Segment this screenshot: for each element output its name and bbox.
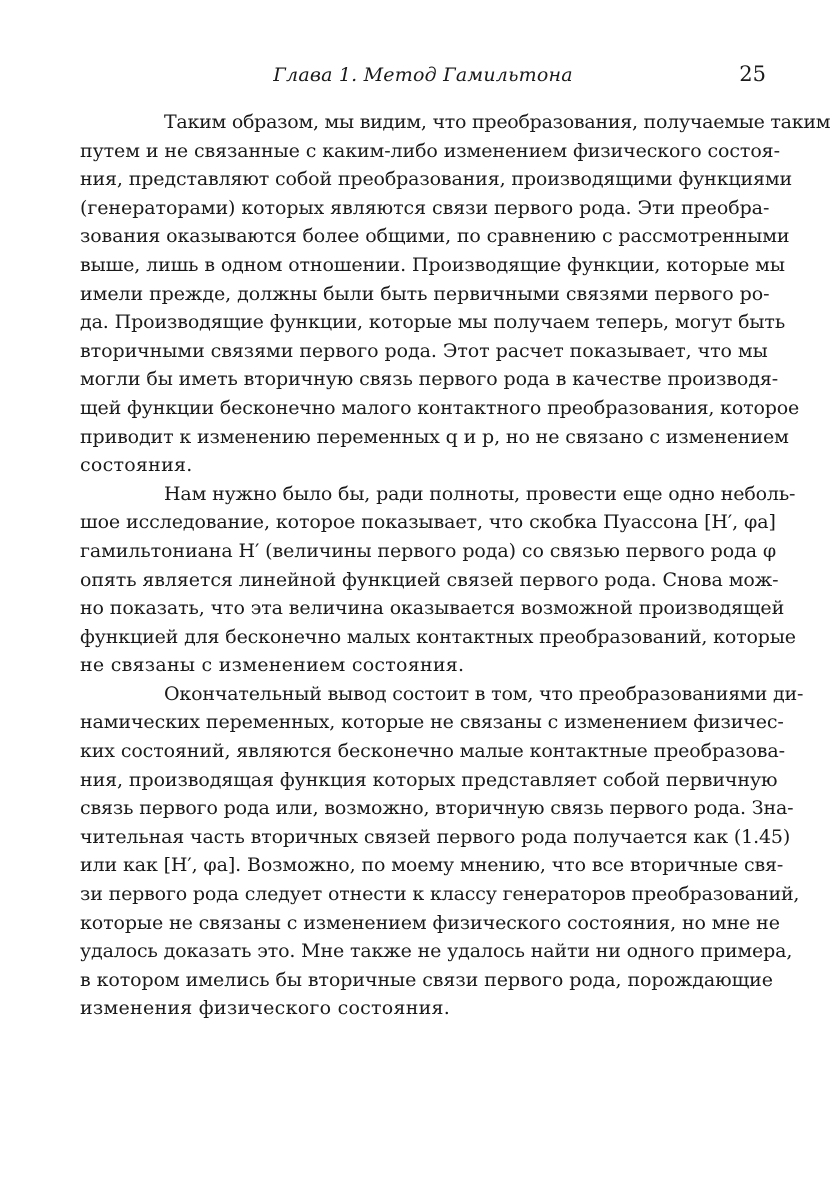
text-line: связь первого рода или, возможно, вторичную связь первого рода. Зна-	[80, 797, 794, 820]
text-line: функцией для бесконечно малых контактных преобразований, которые	[80, 625, 796, 648]
text-line: не связаны с изменением состояния.	[80, 654, 465, 677]
text-line: намических переменных, которые не связаны с изменением физичес-	[80, 711, 784, 734]
text-line: состояния.	[80, 454, 193, 477]
text-line: (генераторами) которых являются связи первого рода. Эти преобра-	[80, 196, 770, 219]
text-line: Окончательный вывод состоит в том, что преобразованиями ди-	[164, 682, 804, 705]
text-line: которые не связаны с изменением физического состояния, но мне не	[80, 911, 780, 934]
text-line: удалось доказать это. Мне также не удалось найти ни одного примера,	[80, 940, 793, 963]
text-line: имели прежде, должны были быть первичными связями первого ро-	[80, 282, 770, 305]
running-head	[80, 64, 766, 92]
text-line: щей функции бесконечно малого контактного преобразования, которое	[80, 396, 800, 419]
text-line: или как [H′, φa]. Возможно, по моему мнению, что все вторичные свя-	[80, 854, 784, 877]
text-line: ния, представляют собой преобразования, производящими функциями	[80, 168, 793, 191]
paragraph-3	[80, 680, 804, 1023]
text-line: чительная часть вторичных связей первого рода получается как (1.45)	[80, 825, 791, 848]
text-line: приводит к изменению переменных q и p, но не связано с изменением	[80, 425, 789, 448]
page-number: 25	[739, 62, 766, 86]
paragraph-2	[80, 480, 796, 680]
text-line: но показать, что эта величина оказывается возможной производящей	[80, 597, 785, 620]
text-line: шое исследование, которое показывает, что скобка Пуассона [H′, φa]	[80, 511, 776, 534]
text-line: изменения физического состояния.	[80, 997, 451, 1020]
text-line: зования оказываются более общими, по сравнению с рассмотренными	[80, 225, 790, 248]
text-line: да. Производящие функции, которые мы получаем теперь, могут быть	[80, 311, 786, 334]
text-line: гамильтониана H′ (величины первого рода) со связью первого рода φ	[80, 539, 777, 562]
text-line: вторичными связями первого рода. Этот расчет показывает, что мы	[80, 339, 768, 362]
chapter-title: Глава 1. Метод Гамильтона	[273, 64, 573, 86]
text-line: ния, производящая функция которых представляет собой первичную	[80, 768, 778, 791]
text-line: выше, лишь в одном отношении. Производящие функции, которые мы	[80, 253, 785, 276]
paragraph-1	[80, 108, 831, 480]
text-line: путем и не связанные с каким-либо изменением физического состоя-	[80, 139, 780, 162]
text-line: зи первого рода следует отнести к классу генераторов преобразований,	[80, 883, 800, 906]
text-line: Нам нужно было бы, ради полноты, провести еще одно неболь-	[164, 482, 796, 505]
text-line: могли бы иметь вторичную связь первого рода в качестве производя-	[80, 368, 779, 391]
body-text	[80, 108, 831, 1023]
text-line: опять является линейной функцией связей первого рода. Снова мож-	[80, 568, 779, 591]
text-line: Таким образом, мы видим, что преобразования, получаемые таким	[164, 111, 831, 133]
text-line: ких состояний, являются бесконечно малые контактные преобразова-	[80, 740, 785, 763]
text-line: в котором имелись бы вторичные связи первого рода, порождающие	[80, 968, 773, 991]
